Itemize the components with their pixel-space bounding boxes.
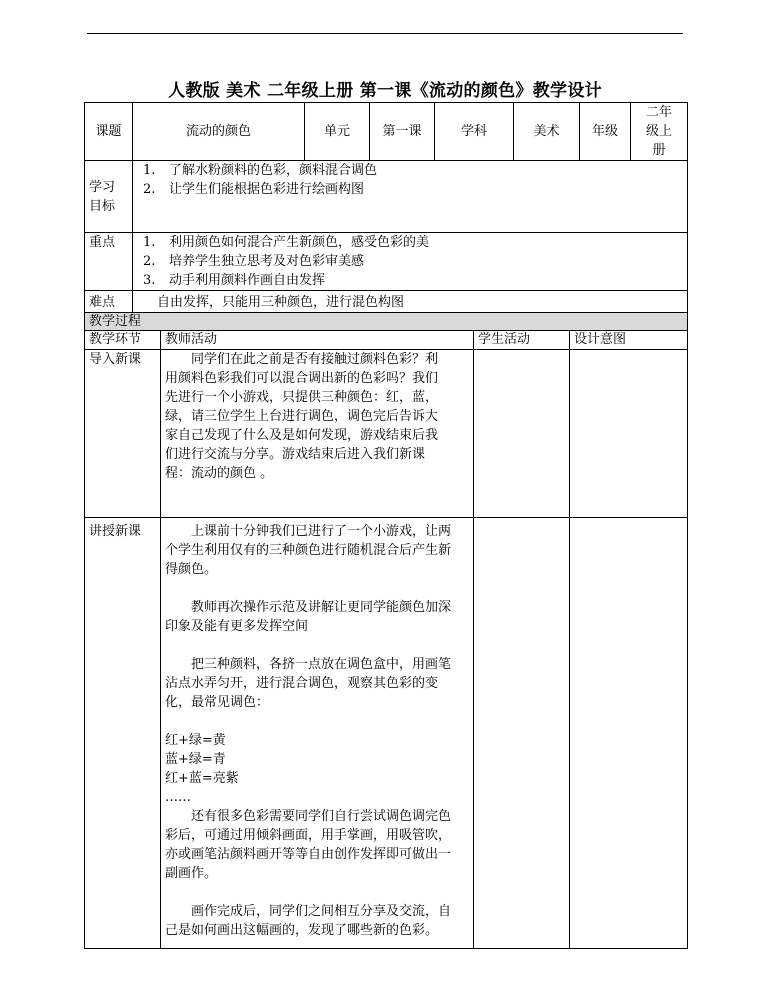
unit-value: 第一课 [370,103,435,161]
subject-value: 美术 [514,103,580,161]
goals-label: 学习目标 [85,161,133,233]
key-points-label: 重点 [85,233,133,291]
info-row-difficulty [85,291,688,315]
intro-stage: 导入新课 [85,350,161,518]
lecture-teacher-cell [161,518,474,949]
goal-item: 1. 了解水粉颜料的色彩，颜料混合调色 [143,163,378,178]
process-row-intro [85,350,688,518]
intro-teacher-cell [161,350,474,518]
process-section-label: 教学过程 [85,313,688,331]
color-mix-line: 红+绿=黄 [165,733,226,748]
goal-item: 2. 让学生们能根据色彩进行绘画构图 [143,182,365,197]
lecture-student-cell [474,518,570,949]
lesson-info-table [84,102,688,315]
grade-value: 二年级上册 [631,103,688,161]
lecture-paragraph-1: 上课前十分钟我们已进行了一个小游戏，让两个学生利用仅有的三种颜色进行随机混合后产生新得颜色。 [165,524,452,577]
unit-label: 单元 [305,103,370,161]
lecture-paragraph-2: 教师再次操作示范及讲解让更同学能颜色加深印象及能有更多发挥空间 [165,600,452,634]
grade-label: 年级 [580,103,631,161]
info-row-goals [85,161,688,233]
lecture-paragraph-5: 画作完成后，同学们之间相互分享及交流，自己是如何画出这幅画的，发现了哪些新的色彩。 [165,904,452,938]
header-stage: 教学环节 [85,331,161,350]
key-point-item: 1. 利用颜色如何混合产生新颜色，感受色彩的美 [143,235,430,250]
key-points-list [143,233,683,290]
topic-label: 课题 [85,103,133,161]
topic-value: 流动的颜色 [133,103,305,161]
color-mix-line: 蓝+绿=青 [165,752,226,767]
lecture-paragraph-3: 把三种颜料，各挤一点放在调色盒中，用画笔沾点水弄匀开，进行混合调色，观察其色彩的变化，最常见调色： [165,657,452,710]
key-points-cell [133,233,688,291]
goals-list [143,161,683,199]
difficulty-label: 难点 [85,291,133,315]
process-section-row [85,313,688,331]
lecture-intent-cell [570,518,688,949]
lecture-paragraph-4: 还有很多色彩需要同学们自行尝试调色调完色彩后，可通过用倾斜画面，用手掌画，用吸管吹，亦或画笔沾颜料画开等等自由创作发挥即可做出一副画作。 [165,809,452,881]
info-row-basic [85,103,688,161]
key-point-item: 2. 培养学生独立思考及对色彩审美感 [143,254,365,269]
header-teacher: 教师活动 [161,331,474,350]
header-intent: 设计意图 [570,331,688,350]
document-title: 人教版 美术 二年级上册 第一课《流动的颜色》教学设计 [168,81,602,101]
info-row-key-points [85,233,688,291]
header-rule [87,33,683,34]
subject-label: 学科 [435,103,514,161]
ellipsis: …… [165,790,191,805]
intro-student-cell [474,350,570,518]
process-header-row [85,331,688,350]
lecture-stage: 讲授新课 [85,518,161,949]
difficulty-text: 自由发挥，只能用三种颜色，进行混色构图 [133,291,688,315]
header-student: 学生活动 [474,331,570,350]
process-row-lecture [85,518,688,949]
teaching-process-table [84,312,688,949]
goals-cell [133,161,688,233]
intro-intent-cell [570,350,688,518]
key-point-item: 3. 动手利用颜料作画自由发挥 [143,273,326,288]
color-mix-line: 红+蓝=亮紫 [165,771,239,786]
intro-paragraph: 同学们在此之前是否有接触过颜料色彩？利用颜料色彩我们可以混合调出新的色彩吗？我们先进行一个小游戏，只提供三种颜色：红，蓝，绿，请三位学生上台进行调色，调色完后告诉大家自己发现了什么及是如何发现，游戏结束后我们进行交流与分享。游戏结束后进入我们新课程：流动的颜色 。 [165,352,439,481]
